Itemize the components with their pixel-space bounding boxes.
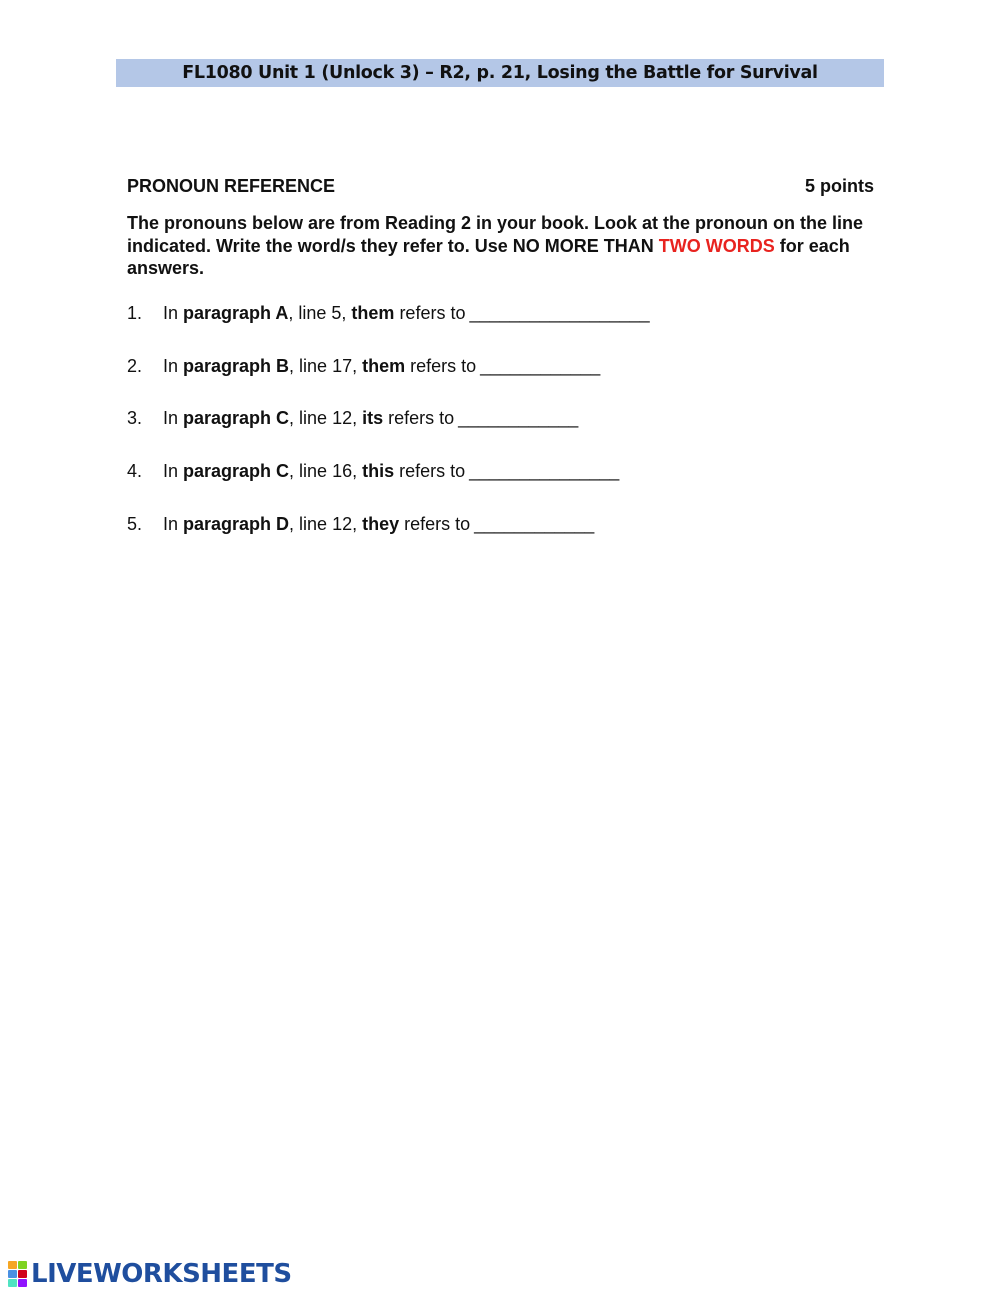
logo-text: LIVEWORKSHEETS <box>31 1259 292 1289</box>
answer-blank-3[interactable]: ____________ <box>458 408 579 429</box>
question-item-4 <box>127 460 827 513</box>
answer-blank-2[interactable]: ____________ <box>480 355 601 376</box>
question-text: In paragraph A, line 5, them refers to <box>163 303 466 323</box>
question-item-5 <box>127 513 827 566</box>
logo-mark-icon <box>8 1261 28 1287</box>
answer-blank-1[interactable]: __________________ <box>469 303 650 323</box>
question-item-1 <box>127 302 827 355</box>
question-number: 3. <box>127 408 143 429</box>
section-heading: PRONOUN REFERENCE <box>127 176 336 196</box>
question-number: 4. <box>127 461 143 482</box>
logo-tile <box>18 1279 27 1287</box>
question-list <box>127 302 827 565</box>
instructions <box>127 212 867 280</box>
question-item-3 <box>127 407 827 460</box>
question-text: In paragraph C, line 16, this refers to <box>163 461 466 482</box>
logo-tile <box>18 1270 27 1278</box>
question-number: 2. <box>127 355 143 376</box>
logo-tile <box>18 1261 27 1269</box>
logo-tile <box>8 1270 17 1278</box>
instructions-text-2: for each answers. <box>127 235 850 278</box>
answer-blank-4[interactable]: _______________ <box>469 461 620 482</box>
question-text: In paragraph B, line 17, them refers to <box>163 355 477 376</box>
liveworksheets-logo[interactable] <box>8 1259 292 1289</box>
instructions-text-1: The pronouns below are from Reading 2 in your book. Look at the pronoun on the line indicated. Write the word/s they refer to. Use NO MORE THAN <box>127 213 864 256</box>
title-bar <box>116 59 884 87</box>
logo-tile <box>8 1261 17 1269</box>
points-label: 5 points <box>804 176 874 196</box>
question-number: 1. <box>127 303 143 323</box>
question-item-2 <box>127 355 827 408</box>
section-header <box>127 176 874 197</box>
page-title: FL1080 Unit 1 (Unlock 3) – R2, p. 21, Losing the Battle for Survival <box>182 63 818 83</box>
instructions-highlight: TWO WORDS <box>658 235 775 256</box>
question-text: In paragraph D, line 12, they refers to <box>163 513 471 534</box>
answer-blank-5[interactable]: ____________ <box>474 513 595 534</box>
question-number: 5. <box>127 513 143 534</box>
question-text: In paragraph C, line 12, its refers to <box>163 408 455 429</box>
logo-tile <box>8 1279 17 1287</box>
